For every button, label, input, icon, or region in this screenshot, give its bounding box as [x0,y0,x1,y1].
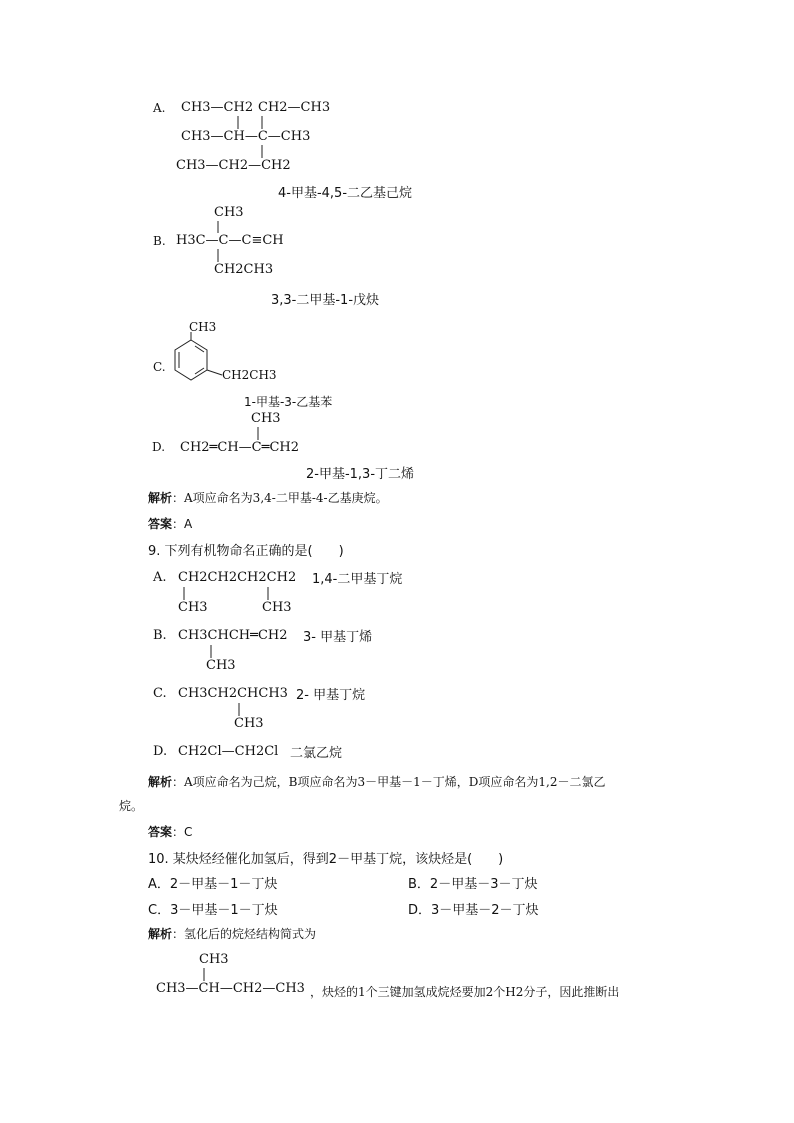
q9-option-d-letter: D. [153,744,168,759]
answer-label: 答案 [148,825,173,839]
q10-tail-text: ，炔烃的1个三键加氢成烷烃要加2个H2分子，因此推断出 [310,985,620,999]
q8-a-row1-left: CH3—CH2 [181,100,254,115]
q8-option-d-letter: D. [152,440,166,454]
q9-analysis-line2: 烷。 [119,799,144,813]
q9-d-row: CH2Cl—CH2Cl [178,744,279,759]
q8-b-row: H3C—C—C≡CH [176,233,284,248]
q8-b-bottom: CH2CH3 [214,262,274,277]
q9-option-a-letter: A. [153,570,167,585]
q9-option-c-letter: C. [153,686,167,701]
q9-b-sub: CH3 [206,658,236,673]
analysis-label: 解析 [148,927,173,941]
q10-option-c: C．3－甲基－1－丁炔 [148,903,278,918]
q9-c-sub: CH3 [234,716,264,731]
q9-a-row: CH2CH2CH2CH2 [178,570,297,585]
q9-c-name: 2- 甲基丁烷 [296,688,366,703]
analysis-label: 解析 [148,775,173,789]
q9-c-row: CH3CH2CHCH3 [178,686,288,701]
q9-b-name: 3- 甲基丁烯 [303,630,373,645]
q9-b-row: CH3CHCH═CH2 [178,628,288,643]
q10-struct-top: CH3 [199,952,229,967]
q8-c-top: CH3 [189,320,217,334]
answer-label: 答案 [148,517,173,531]
analysis-text: ：A项应命名为3,4-二甲基-4-乙基庚烷。 [172,491,388,505]
q8-b-top: CH3 [214,205,244,220]
q10-option-a: A．2－甲基－1－丁炔 [148,877,278,892]
answer-text: ：C [172,825,193,839]
q8-c-name: 1-甲基-3-乙基苯 [244,395,333,409]
q8-d-top: CH3 [251,411,281,426]
q10-option-b: B．2－甲基－3－丁炔 [408,877,538,892]
q8-a-row2: CH3—CH—C—CH3 [181,129,311,144]
benzene-ring [175,340,207,380]
q10-struct-row: CH3—CH—CH2—CH3 [156,981,305,996]
q8-d-name: 2-甲基-1,3-丁二烯 [306,467,415,482]
q9-a-left-sub: CH3 [178,600,208,615]
analysis-text: ：氢化后的烷烃结构简式为 [172,927,317,941]
q9-d-name: 二氯乙烷 [290,746,343,761]
q9-a-name: 1,4-二甲基丁烷 [312,572,403,587]
q10-stem: 10. 某炔烃经催化加氢后，得到2－甲基丁烷，该炔烃是( ) [148,852,504,867]
q8-c-side: CH2CH3 [222,368,277,382]
q8-a-row1-right: CH2—CH3 [258,100,331,115]
q8-a-name: 4-甲基-4,5-二乙基己烷 [278,186,413,201]
q9-a-right-sub: CH3 [262,600,292,615]
q10-option-d: D．3－甲基－2－丁炔 [408,903,539,918]
q8-option-a-letter: A. [153,101,166,115]
q9-stem: 9. 下列有机物命名正确的是( ) [148,544,344,559]
q8-option-b-letter: B. [153,234,166,248]
analysis-label: 解析 [148,491,173,505]
bond-line [207,370,222,375]
q8-a-row3: CH3—CH2—CH2 [176,158,291,173]
analysis-line1: ：A项应命名为己烷，B项应命名为3－甲基－1－丁烯，D项应命名为1,2－二氯乙 [172,775,606,789]
answer-text: ：A [172,517,193,531]
q8-option-c-letter: C. [153,360,166,374]
q8-d-row: CH2═CH—C═CH2 [180,440,299,455]
q8-b-name: 3,3-二甲基-1-戊炔 [271,293,380,308]
q9-option-b-letter: B. [153,628,167,643]
